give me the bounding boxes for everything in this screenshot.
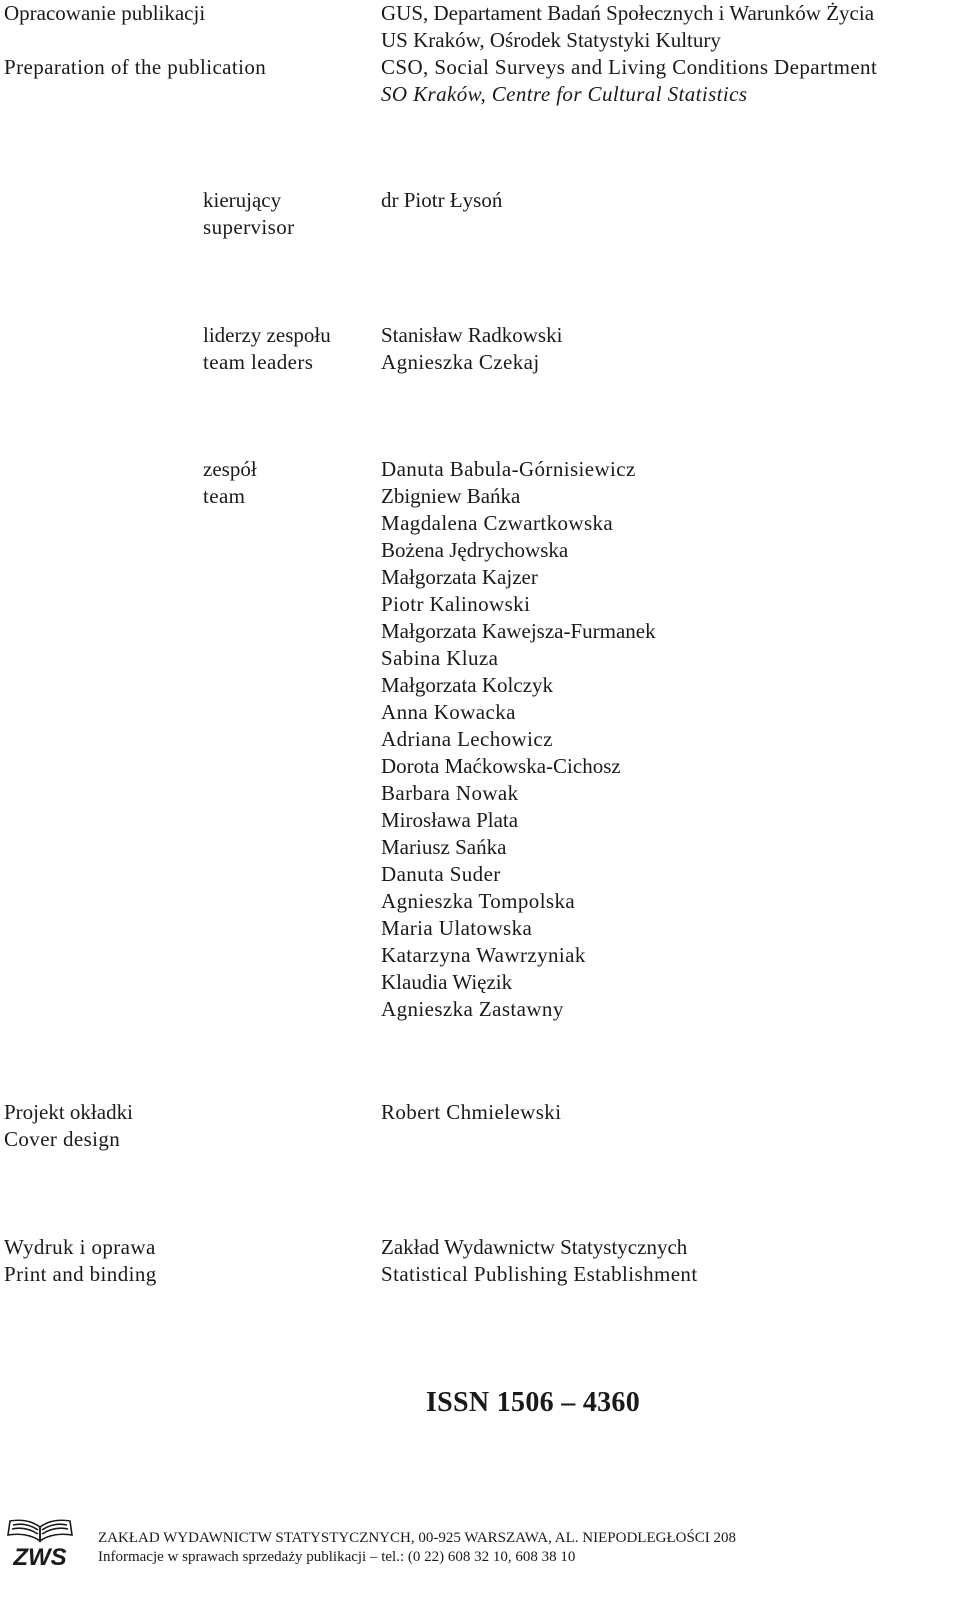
cover-label-pl: Projekt okładki: [4, 1100, 133, 1124]
team-label-en: team: [203, 484, 246, 508]
team-label-pl: zespół: [203, 457, 257, 481]
header-line-us-krakow-pl: US Kraków, Ośrodek Statystyki Kultury: [381, 28, 721, 52]
team-member-name: Danuta Babula-Górnisiewicz: [381, 457, 636, 481]
team-leader-name: Stanisław Radkowski: [381, 323, 563, 347]
print-label-en: Print and binding: [4, 1262, 157, 1286]
team-member-name: Zbigniew Bańka: [381, 484, 521, 508]
team-member-name: Barbara Nowak: [381, 781, 519, 805]
team-leader-name: Agnieszka Czekaj: [381, 350, 540, 374]
cover-designer-name: Robert Chmielewski: [381, 1100, 562, 1124]
header-line-so-krakow-en: SO Kraków, Centre for Cultural Statistics: [381, 82, 748, 106]
zws-logo: [2, 1515, 78, 1567]
supervisor-name: dr Piotr Łysoń: [381, 188, 503, 212]
team-member-name: Małgorzata Kajzer: [381, 565, 538, 589]
team-member-name: Sabina Kluza: [381, 646, 499, 670]
footer-address: ZAKŁAD WYDAWNICTW STATYSTYCZNYCH, 00-925 WARSZAWA, AL. NIEPODLEGŁOŚCI 208: [98, 1530, 737, 1546]
supervisor-label-pl: kierujący: [203, 188, 282, 212]
team-member-name: Danuta Suder: [381, 862, 501, 886]
team-member-name: Magdalena Czwartkowska: [381, 511, 614, 535]
team-leaders-list: [381, 322, 562, 376]
header-label-pl: Opracowanie publikacji: [4, 1, 206, 25]
team-member-name: Małgorzata Kawejsza-Furmanek: [381, 619, 656, 643]
printer-name-pl: Zakład Wydawnictw Statystycznych: [381, 1235, 688, 1259]
team-member-name: Piotr Kalinowski: [381, 592, 531, 616]
printer-name-en: Statistical Publishing Establishment: [381, 1262, 698, 1286]
open-book-icon: [2, 1515, 78, 1567]
team-member-name: Bożena Jędrychowska: [381, 538, 569, 562]
team-member-name: Adriana Lechowicz: [381, 727, 553, 751]
cover-label-en: Cover design: [4, 1127, 121, 1151]
team-member-name: Anna Kowacka: [381, 700, 516, 724]
team-member-name: Dorota Maćkowska-Cichosz: [381, 754, 621, 778]
header-line-gus-pl: GUS, Departament Badań Społecznych i Warunków Życia: [381, 1, 875, 25]
team-member-name: Klaudia Więzik: [381, 970, 513, 994]
footer-sales-info: Informacje w sprawach sprzedaży publikacji – tel.: (0 22) 608 32 10, 608 38 10: [98, 1549, 576, 1565]
team-member-name: Katarzyna Wawrzyniak: [381, 943, 586, 967]
team-member-name: Małgorzata Kolczyk: [381, 673, 554, 697]
team-leaders-label-pl: liderzy zespołu: [203, 323, 331, 347]
team-leaders-label-en: team leaders: [203, 350, 314, 374]
team-member-name: Maria Ulatowska: [381, 916, 533, 940]
header-line-cso-en: CSO, Social Surveys and Living Conditions Department: [381, 55, 878, 79]
print-label-pl: Wydruk i oprawa: [4, 1235, 156, 1259]
zws-logo-text: ZWS: [13, 1544, 67, 1567]
team-member-name: Agnieszka Zastawny: [381, 997, 564, 1021]
team-member-name: Mariusz Sańka: [381, 835, 507, 859]
team-member-name: Mirosława Plata: [381, 808, 519, 832]
supervisor-label-en: supervisor: [203, 215, 295, 239]
header-label-en: Preparation of the publication: [4, 55, 267, 79]
team-member-list: [381, 456, 656, 1023]
header-department-block: [381, 0, 877, 108]
team-member-name: Agnieszka Tompolska: [381, 889, 576, 913]
issn-number: ISSN 1506 – 4360: [425, 1387, 641, 1418]
